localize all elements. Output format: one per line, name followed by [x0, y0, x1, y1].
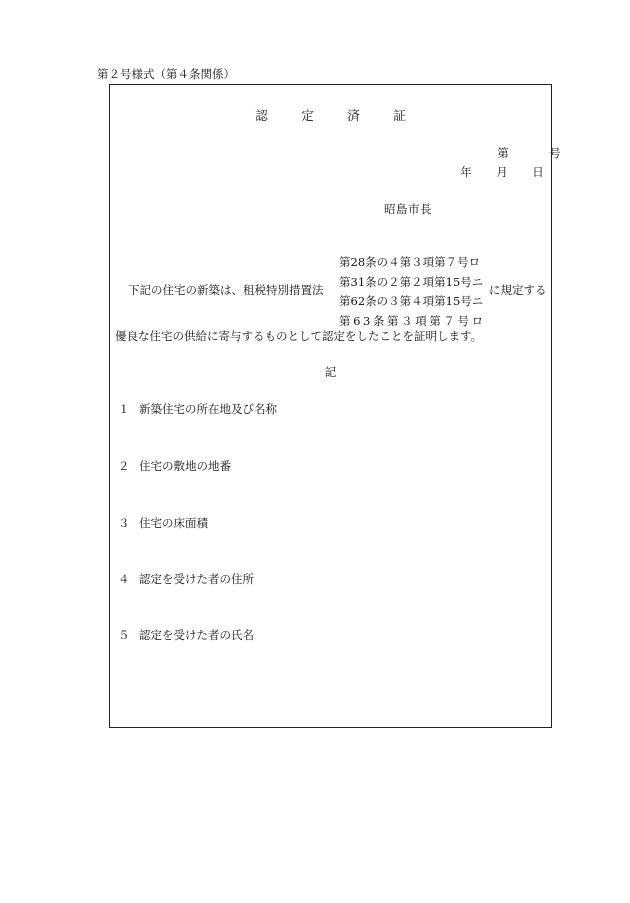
certification-lead-text: 下記の住宅の新築は、租税特別措置法 — [128, 283, 324, 297]
certificate-number-line — [490, 145, 568, 161]
item-label: 住宅の床面積 — [139, 516, 208, 530]
item-floor-area — [118, 515, 208, 531]
certificate-frame — [109, 84, 561, 728]
ki-heading: 記 — [324, 365, 337, 379]
item-certified-name — [118, 627, 254, 643]
certification-statement: 優良な住宅の供給に寄与するものとして認定をしたことを証明します。 — [115, 329, 483, 343]
item-label: 認定を受けた者の氏名 — [139, 628, 254, 642]
item-lot-number — [118, 458, 231, 474]
item-number: ５ — [118, 628, 130, 642]
title-char: 認 — [255, 108, 268, 123]
issuer-name: 昭島市長 — [384, 202, 432, 216]
issue-date-line — [453, 164, 551, 180]
date-year: 年 — [460, 165, 472, 179]
item-number: １ — [118, 402, 130, 416]
number-prefix: 第 — [497, 146, 509, 160]
item-number: ２ — [118, 459, 130, 473]
certificate-title — [110, 106, 551, 124]
item-number: ３ — [118, 516, 130, 530]
certification-tail-text: に規定する — [489, 283, 547, 297]
item-location-name — [118, 401, 277, 417]
date-day: 日 — [532, 165, 544, 179]
item-label: 住宅の敷地の地番 — [139, 459, 231, 473]
statute-article: 第31条の２第２項第15号ニ — [339, 274, 484, 289]
statute-article: 第63条第３項第７号ロ — [339, 313, 486, 328]
title-char: 済 — [347, 108, 360, 123]
item-label: 認定を受けた者の住所 — [139, 572, 254, 586]
statute-article-list — [339, 253, 486, 331]
item-label: 新築住宅の所在地及び名称 — [139, 402, 277, 416]
number-suffix: 号 — [549, 146, 561, 160]
statute-article: 第28条の４第３項第７号ロ — [339, 255, 481, 269]
form-number-label: 第２号様式（第４条関係） — [97, 67, 235, 81]
title-char: 証 — [393, 108, 406, 123]
item-certified-address — [118, 571, 254, 587]
statute-article: 第62条の３第４項第15号ニ — [339, 294, 484, 308]
date-month: 月 — [496, 165, 508, 179]
item-number: ４ — [118, 572, 130, 586]
title-char: 定 — [301, 108, 314, 123]
